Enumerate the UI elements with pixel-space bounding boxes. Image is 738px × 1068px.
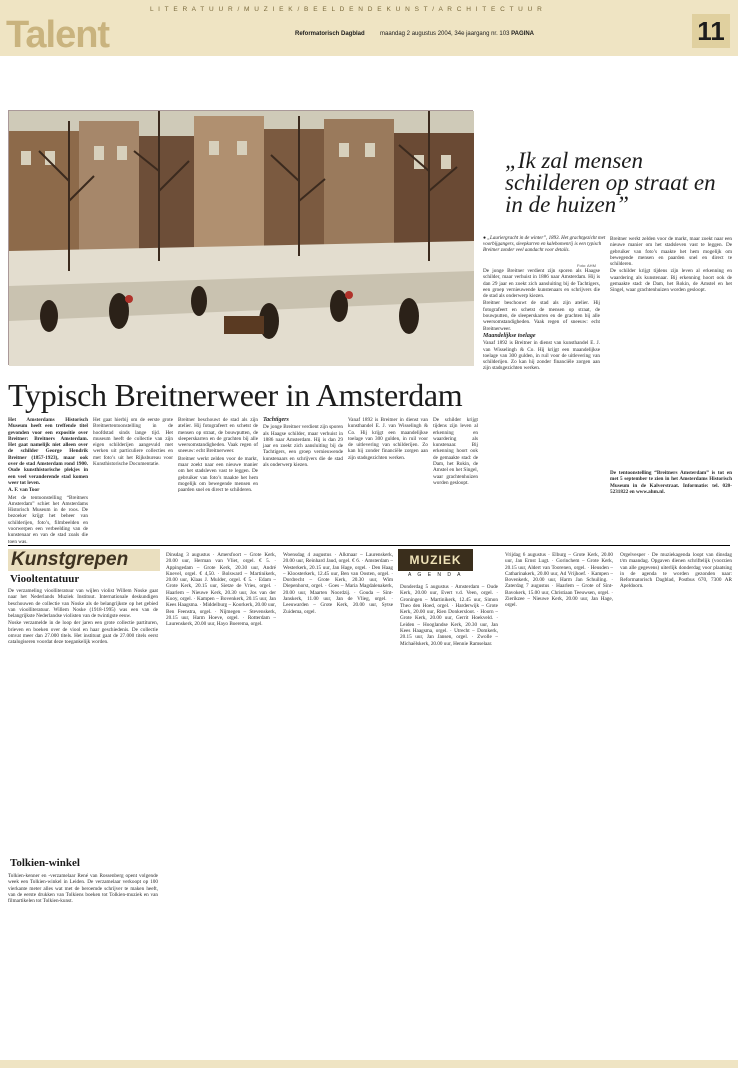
info-box: De tentoonstelling “Breitners Amsterdam” is tot en met 5 september te zien in het Amsterdams Historisch Museum in de Kalverstraat. Informatie: tel. 020-5231822 en www.ahm.nl. bbox=[610, 470, 732, 495]
painting-image bbox=[8, 110, 473, 365]
right-column-text-a: De jonge Breitner verdient zijn sporen als Haagse schilder, maar verhuist in 1886 naar Amsterdam. Hij is dan 29 jaar en zoekt zich aansluiting bij de Tachtigers, een groep vernieuwende kunstenaars en schrijvers die de stad als onderwerp kiezen. Breitner beschouwt de stad als zijn atelier. Hij fotografeert en schetst de mensen op straat, de bouwputten, de sleeperskarren en de grachten bij alle weersomstandigheden. Vaak regen of sneeuw: echt Breitnerweer. Maandelijkse toelage Vanaf 1892 is Breitner in dienst van kunsthandel E. J. van Wisselingh & Co. Hij krijgt een maandelijkse toelage van 300 gulden, in ruil voor de uitlevering van schilderijen. Zo kan hij zonder financiële zorgen aan zijn stadsgezichten werken. bbox=[483, 268, 600, 372]
kunstgrepen-sub-2: Tolkien-winkel bbox=[10, 857, 80, 869]
kunstgrepen-text-2: Tolkien-kenner en -verzamelaar René van Rossenberg opent volgende week een Tolkien-winkel in Leiden. De verzamelaar verkoopt op 100 vierkante meter alles wat met de beroemde schrijver te maken heeft, van de eerste drukken van Tolkiens boeken tot Tolkien-muziek en van filmartikelen tot Tolkien-kunst. bbox=[8, 873, 158, 905]
article-col-4: Tachtigers De jonge Breitner verdient zijn sporen als Haagse schilder, maar verhuist in 1886 naar Amsterdam. Hij is dan 29 jaar en zoekt zich aansluiting bij de Tachtigers, een groep vernieuwende kunstenaars en schrijvers die de stad als onderwerp kiezen. bbox=[263, 417, 343, 469]
agenda-col-5: Orgelvesper · De muziekagenda loopt van dinsdag t/m maandag. Opgaven dienen schriftelijk (voorzien van alle gegevens) uiterlijk donderdag voor plaatsing in de agenda te worden gezonden naar: Reformatorisch Dagblad, Postbus 670, 7300 AR Apeldoorn. bbox=[620, 552, 732, 590]
agenda-col-3: Donderdag 5 augustus · Amsterdam – Oude Kerk, 20.00 uur, Evert v.d. Veen, orgel. · Groningen – Martinikerk, 12.45 uur, Simon Theo den Hoed, orgel. · Harderwijk – Grote Kerk, 20.00 uur, Rien Donkersloot. · Hoorn – Grote Kerk, 20.00 uur, Gerrit Hoekveld. · Leiden – Hooglandse Kerk, 20.30 uur, Jan Kees Haagsma, orgel. · Utrecht – Domkerk, 20.15 uur, Jan Jansen, orgel. · Zwolle – Michaëlskerk, 20.00 uur, Hennie Ramselaar. bbox=[400, 584, 498, 647]
article-headline: Typisch Breitnerweer in Amsterdam bbox=[8, 377, 463, 413]
pull-quote: „Ik zal mensen schilderen op straat en in de huizen” bbox=[505, 148, 716, 217]
section-title: Talent bbox=[6, 14, 110, 56]
article-col-6: De schilder krijgt tijdens zijn leven al erkenning en waardering als kunstenaar. Bij erkenning hoort ook de gemaakte stad: de Dam, het Rokin, de Amstel en het Singel, waar grachtenhuizen worden gesloopt. bbox=[433, 417, 478, 486]
article-col-1: Het Amsterdams Historisch Museum heeft een treffende titel gevonden voor een expositie over Breitner: Breitners Amsterdam. Het gaat namelijk niet alleen over de schilder George Hendrik Breitner (1857-1923), maar ook over de stad Amsterdam rond 1900. Oude kunsthistorische plekjes in een veel veranderende stad komen weer tot leven. A. F. van Toor Met de tentoonstelling “Breitners Amsterdam” schiet het Amsterdams Historisch Museum in de roos. De bezoeker krijgt het beheer van schilderijen, foto’s, filmbeelden en voorwerpen een verbeelding van de kunstenaar en van de stad zoals die toen was. bbox=[8, 417, 88, 545]
kunstgrepen-text-1: De verzameling vioolliteratuur van wijlen violist Willem Noske gaat naar het Nederlands Muziek Instituut. Internationale deskundigen beschouwen de collectie van Noske als de belangrijkste op het gebied van vioolliteratuur. Willem Noske (1918-1995) was een van de belangrijkste Nederlandse violisten van de twintigste eeuw. Noske verzamelde in de loop der jaren een grote collectie partituren, brieven en boeken over de viool en haar geschiedenis. De collectie omvat meer dan 27.000 titels. Het instituut gaat de 27.000 titels eerst catalogiseren voordat deze toegankelijk worden. bbox=[8, 588, 158, 646]
photo-credit: Foto: AHM bbox=[577, 263, 596, 268]
photo-caption: ● „Lauriergracht in de winter”, 1893. Het grachtgezicht met voorbijgangers, sleepkarren en kalebomenrij is een typisch Breitner zonder veel aandacht voor details. bbox=[483, 236, 606, 253]
kunstgrepen-title: Kunstgrepen bbox=[11, 549, 129, 570]
agenda-label: A G E N D A bbox=[407, 572, 463, 578]
article-col-2: Het gaat hierbij om de eerste grote Breitnertentoonstelling in de hoofdstad sinds lange tijd. Het museum heeft de collectie van zijn eigen schilderijen aangevuld met werken uit particuliere collecties en met foto’s uit het Rijksbureau voor Kunsthistorische Documentatie. bbox=[93, 417, 173, 468]
section-divider bbox=[8, 545, 730, 546]
page-number: 11 bbox=[692, 14, 730, 48]
article-col-5: Vanaf 1892 is Breitner in dienst van kunsthandel E. J. van Wisselingh & Co. Hij krijgt een maandelijkse toelage van 300 gulden, in ruil voor de uitlevering van schilderijen. Zo kan hij zonder financiële zorgen aan zijn stadsgezichten werken. bbox=[348, 417, 428, 461]
footer-band bbox=[0, 1060, 738, 1068]
issue-date: maandag 2 augustus 2004, 34e jaargang nr. 103 PAGINA bbox=[380, 31, 534, 37]
right-column-text-b: Breitner werkt zelden voor de markt, maar zoekt naar een nieuwe manier om het stadsleven vast te leggen. De gebruiker van foto’s maakte het hem mogelijk om bewegende mensen en paarden snel en direct te schilderen. De schilder krijgt tijdens zijn leven al erkenning en waardering als kunstenaar. Bij erkenning hoort ook de gemaakte stad: de Dam, het Rokin, de Amstel en het Singel, waar grachtenhuizen worden gesloopt. bbox=[610, 236, 732, 294]
article-col-3: Breitner beschouwt de stad als zijn atelier. Hij fotografeert en schetst de mensen op straat, de bouwputten, de sleeperskarren en de grachten bij alle weersomstandigheden. Vaak regen of sneeuw: echt Breitnerweer. Breitner werkt zelden voor de markt, maar zoekt naar een nieuwe manier om het stadsleven vast te leggen. De gebruiker van foto’s maakte het hem mogelijk om bewegende mensen en paarden snel en direct te schilderen. bbox=[178, 417, 258, 494]
agenda-col-1: Dinsdag 3 augustus · Amersfoort – Grote Kerk, 20.00 uur, Herman van Vliet, orgel. € 5. · Appingedam – Grote Kerk, 20.30 uur, André Knevel, orgel. € 4,50. · Bolsward – Martinikerk, 20.00 uur, Klaas J. Mulder, orgel. € 5. · Edam – Grote Kerk, 20.15 uur, Sietze de Vries, orgel. · Haarlem – Nieuwe Kerk, 20.30 uur, Jos van der Kooy, orgel. · Kampen – Bovenkerk, 20.15 uur, Jan Kees Haagsma. · Middelburg – Koorkerk, 20.00 uur, Ben Feenstra, orgel. · Nijmegen – Stevenskerk, 20.15 uur, Harm Hoeve, orgel. · Rotterdam – Laurenskerk, 20.00 uur, Hayo Boerema, orgel. bbox=[166, 552, 276, 628]
newspaper-name: Reformatorisch Dagblad bbox=[295, 31, 365, 37]
agenda-col-2: Woensdag 4 augustus · Alkmaar – Laurenskerk, 20.00 uur, Reinhard Jaud, orgel. € 6. · Amsterdam – Westerkerk, 20.15 uur, Jan Hage, orgel. · Den Haag – Kloosterkerk, 12.45 uur, Ben van Oosten, orgel. · Dordrecht – Grote Kerk, 20.30 uur, Wim Diepenhorst, orgel. · Goes – Maria Magdalenakerk, 20.00 uur, Maarten Noordzij. · Gouda – Sint-Janskerk, 11.00 uur, Jan de Vlieg, orgel. · Leeuwarden – Grote Kerk, 20.00 uur, Sytse Zuidema, orgel. bbox=[283, 552, 393, 615]
agenda-col-4: Vrijdag 6 augustus · Elburg – Grote Kerk, 20.00 uur, Jan Ernst Lugt. · Gorinchem – Grote Kerk, 20.15 uur, Aldert van Toorenen, orgel. · Heusden – Catharinakerk, 20.00 uur, Ad Vrijhoef. · Kampen – Bovenkerk, 20.00 uur, Harm Jan Schuiling. · Zaterdag 7 augustus · Haarlem – Grote of Sint-Bavokerk, 15.00 uur, Christiaan Teeuwsen, orgel. · Zierikzee – Nieuwe Kerk, 20.00 uur, Jan Hage, orgel. bbox=[505, 552, 613, 609]
muziek-title: MUZIEK bbox=[398, 549, 473, 571]
kunstgrepen-sub-1: Viooltentatuur bbox=[10, 573, 80, 585]
section-kicker: L I T E R A T U U R / M U Z I E K / B E E L D E N D E K U N S T / A R C H I T E C T U U R bbox=[150, 6, 544, 13]
